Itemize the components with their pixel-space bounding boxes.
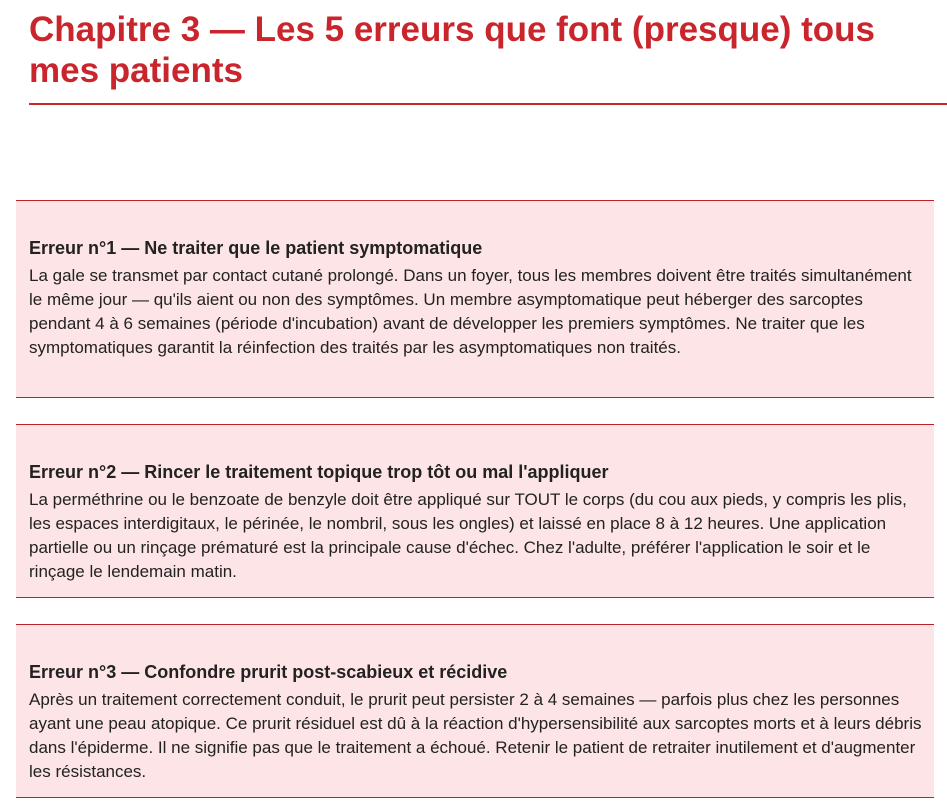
title-divider xyxy=(29,103,947,105)
chapter-title: Chapitre 3 — Les 5 erreurs que font (presque) tous mes patients xyxy=(29,10,875,90)
error-body-3: Après un traitement correctement conduit, le prurit peut persister 2 à 4 semaines — parfois plus chez les personnes ayant une peau atopique. Ce prurit résiduel est dû à la réaction d'hypersensibilité aux sarcoptes morts et à leurs débris dans l'épiderme. Il ne signifie pas que le traitement a échoué. Retenir le patient de retraiter inutilement et d'augmenter les résistances. xyxy=(29,690,922,781)
error-box-1 xyxy=(16,200,934,398)
error-heading-3: Erreur n°3 — Confondre prurit post-scabieux et récidive xyxy=(29,662,508,682)
error-box-2 xyxy=(16,424,934,598)
error-heading-2: Erreur n°2 — Rincer le traitement topique trop tôt ou mal l'appliquer xyxy=(29,462,609,482)
error-body-2: La perméthrine ou le benzoate de benzyle doit être appliqué sur TOUT le corps (du cou aux pieds, y compris les plis, les espaces interdigitaux, le périnée, le nombril, sous les ongles) et laissé en place 8 à 12 heures. Une application partielle ou un rinçage prématuré est la principale cause d'échec. Chez l'adulte, préférer l'application le soir et le rinçage le lendemain matin. xyxy=(29,490,907,581)
error-box-3 xyxy=(16,624,934,798)
error-body-1: La gale se transmet par contact cutané prolongé. Dans un foyer, tous les membres doivent être traités simultanément le même jour — qu'ils aient ou non des symptômes. Un membre asymptomatique peut héberger des sarcoptes pendant 4 à 6 semaines (période d'incubation) avant de développer les premiers symptômes. Ne traiter que les symptomatiques garantit la réinfection des traités par les asymptomatiques non traités. xyxy=(29,266,912,357)
error-heading-1: Erreur n°1 — Ne traiter que le patient symptomatique xyxy=(29,238,483,258)
